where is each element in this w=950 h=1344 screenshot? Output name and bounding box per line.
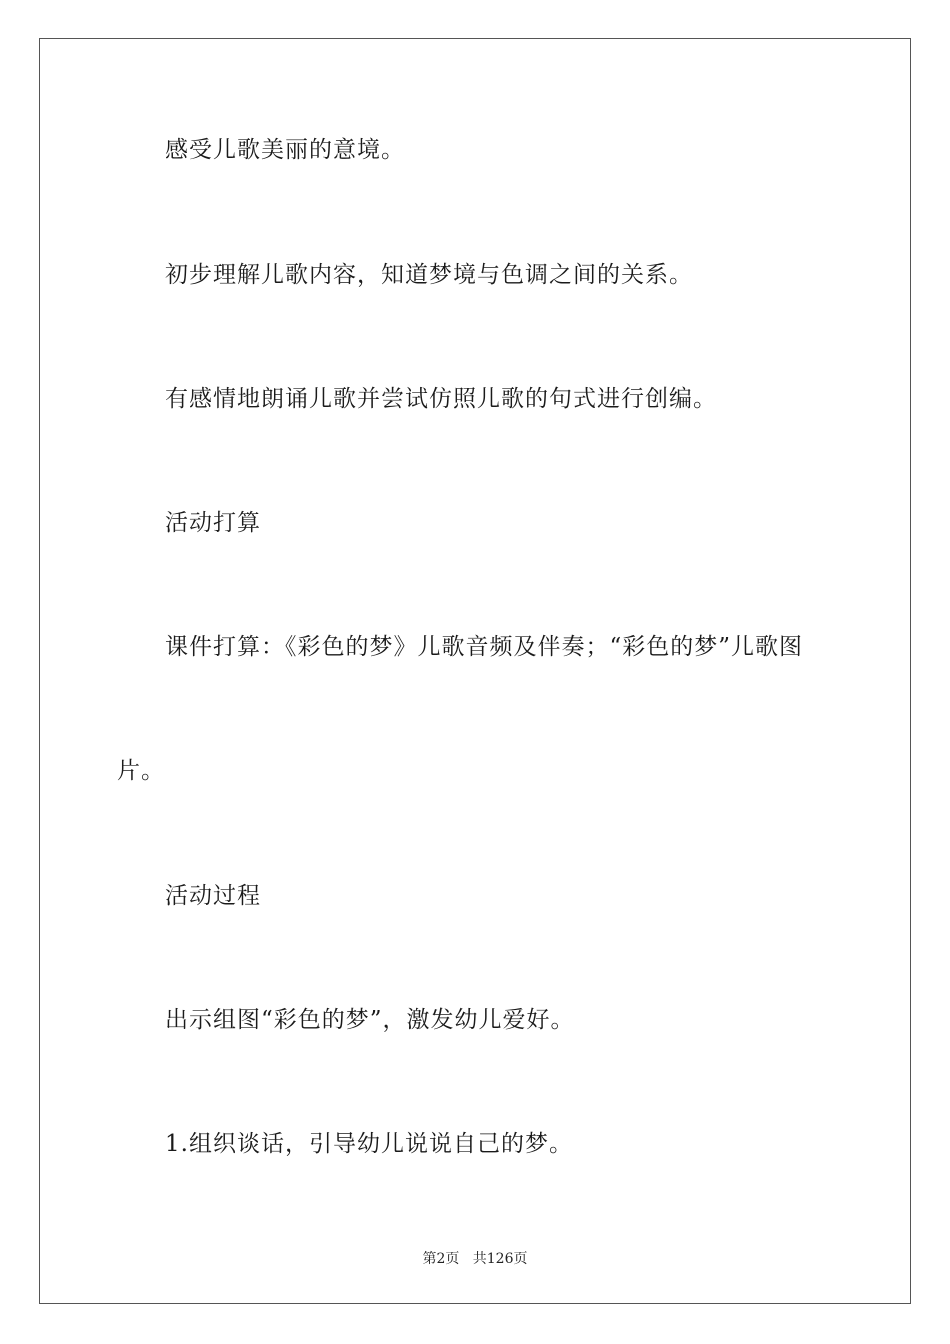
section-heading: 活动打算 xyxy=(165,510,261,536)
paragraph: 有感情地朗诵儿歌并尝试仿照儿歌的句式进行创编。 xyxy=(165,386,717,412)
page-frame xyxy=(39,38,911,1304)
paragraph: 感受儿歌美丽的意境。 xyxy=(165,137,405,163)
total-pages: 共126页 xyxy=(472,1251,528,1267)
page-footer xyxy=(0,1250,950,1268)
section-heading: 活动过程 xyxy=(165,883,261,909)
footer-spacer xyxy=(459,1251,472,1267)
paragraph: 课件打算：《彩色的梦》儿歌音频及伴奏；“彩色的梦”儿歌图 xyxy=(165,634,804,660)
list-item: 1.组织谈话，引导幼儿说说自己的梦。 xyxy=(165,1131,573,1157)
paragraph: 出示组图“彩色的梦”，激发幼儿爱好。 xyxy=(165,1007,575,1033)
paragraph-continuation: 片。 xyxy=(117,758,165,784)
page-number: 第2页 xyxy=(422,1251,460,1267)
paragraph: 初步理解儿歌内容，知道梦境与色调之间的关系。 xyxy=(165,262,693,288)
